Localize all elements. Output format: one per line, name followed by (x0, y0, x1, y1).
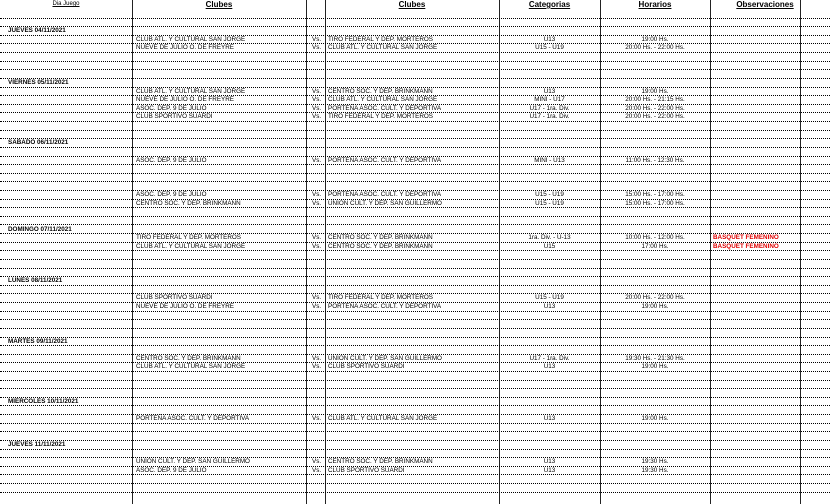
away-club: CENTRO SOC. Y DEP. BRINKMANN (328, 234, 433, 242)
schedule-time: 19:00 Hs. (641, 35, 669, 43)
category: MINI - U17 (534, 96, 565, 104)
home-club: NUEVE DE JULIO O. DE FREYRE (136, 44, 234, 52)
away-club: TIRO FEDERAL Y DEP. MORTEROS (328, 294, 433, 302)
table-row (0, 467, 830, 476)
away-club: TIRO FEDERAL Y DEP. MORTEROS (328, 35, 433, 43)
away-club: CLUB SPORTIVO SUARDI (328, 466, 405, 474)
day-header-row (0, 398, 830, 407)
table-row (0, 484, 830, 493)
day-label: JUEVES 04/11/2021 (8, 27, 66, 35)
table-row (0, 415, 830, 424)
category: MINI - U13 (534, 156, 565, 164)
table-row (0, 320, 830, 329)
table-row (0, 96, 830, 105)
home-club: CENTRO SOC. Y DEP. BRINKMANN (136, 199, 241, 207)
table-row (0, 286, 830, 295)
away-club: CENTRO SOC. Y DEP. BRINKMANN (328, 458, 433, 466)
away-club: TIRO FEDERAL Y DEP. MORTEROS (328, 113, 433, 121)
away-club: PORTEÑA ASOC. CULT. Y DEPORTIVA (328, 104, 442, 112)
versus-label: Vs. (312, 87, 322, 95)
table-row (0, 389, 830, 398)
day-label: LUNES 08/11/2021 (8, 277, 63, 285)
category: U17 - 1ra. Div. (529, 354, 570, 362)
category: U17 - 1ra. Div. (529, 104, 570, 112)
table-row (0, 312, 830, 321)
schedule-time: 10:00 Hs. - 12:00 Hs. (625, 234, 685, 242)
schedule-time: 20:00 Hs. - 21:15 Hs. (625, 96, 685, 104)
home-club: CLUB SPORTIVO SUARDI (136, 113, 213, 121)
schedule-time: 20:00 Hs. - 22:00 Hs. (625, 294, 685, 302)
day-label: JUEVES 11/11/2021 (8, 441, 66, 448)
home-club: CLUB ATL. Y CULTURAL SAN JORGE (136, 35, 246, 43)
day-label: MARTES 09/11/2021 (8, 337, 68, 345)
day-header-row (0, 226, 830, 235)
day-header-row (0, 441, 830, 450)
category: U15 - U19 (535, 294, 564, 302)
table-row (0, 372, 830, 381)
table-row (0, 381, 830, 390)
home-club: UNION CULT. Y DEP. SAN GUILLERMO (136, 458, 250, 466)
table-row (0, 182, 830, 191)
schedule-time: 20:00 Hs. - 22:00 Hs. (625, 44, 685, 52)
day-header-row (0, 338, 830, 347)
header-horarios: Horarios (638, 0, 672, 9)
table-row (0, 294, 830, 303)
header-dia-juego: Dia Juego (52, 1, 80, 7)
versus-label: Vs. (312, 242, 322, 250)
schedule-time: 20:00 Hs. - 22:00 Hs. (625, 104, 685, 112)
table-row (0, 70, 830, 79)
day-label: VIERNES 05/11/2021 (8, 78, 69, 86)
table-row (0, 53, 830, 62)
category: U13 (543, 466, 556, 474)
table-row (0, 105, 830, 114)
schedule-time: 19:00 Hs. (641, 415, 669, 423)
schedule-time: 19:30 Hs. (641, 458, 669, 466)
home-club: PORTEÑA ASOC. CULT. Y DEPORTIVA (136, 415, 250, 423)
category: U15 - U19 (535, 44, 564, 52)
day-label: MIERCOLES 10/11/2021 (8, 397, 79, 405)
home-club: ASOC. DEP. 9 DE JULIO (136, 156, 207, 164)
versus-label: Vs. (312, 234, 322, 242)
table-row (0, 363, 830, 372)
header-categorias: Categorias (528, 0, 571, 9)
day-label: SABADO 06/11/2021 (8, 139, 69, 147)
table-row (0, 157, 830, 166)
header-clubes-local: Clubes (205, 0, 233, 9)
away-club: PORTEÑA ASOC. CULT. Y DEPORTIVA (328, 303, 442, 311)
day-header-row (0, 27, 830, 36)
schedule-time: 15:00 Hs. - 17:00 Hs. (625, 191, 685, 199)
observation: BASQUET FEMENINO (713, 242, 779, 250)
table-row (0, 44, 830, 53)
table-row (0, 424, 830, 433)
away-club: CLUB SPORTIVO SUARDI (328, 363, 405, 371)
versus-label: Vs. (312, 466, 322, 474)
table-row (0, 251, 830, 260)
table-row (0, 407, 830, 416)
schedule-time: 15:00 Hs. - 17:00 Hs. (625, 199, 685, 207)
versus-label: Vs. (312, 415, 322, 423)
home-club: ASOC. DEP. 9 DE JULIO (136, 191, 207, 199)
table-row (0, 450, 830, 459)
table-row (0, 329, 830, 338)
home-club: NUEVE DE JULIO O. DE FREYRE (136, 303, 234, 311)
away-club: PORTEÑA ASOC. CULT. Y DEPORTIVA (328, 191, 442, 199)
table-row (0, 243, 830, 252)
table-row (0, 174, 830, 183)
home-club: CENTRO SOC. Y DEP. BRINKMANN (136, 354, 241, 362)
schedule-time: 19:00 Hs. (641, 303, 669, 311)
versus-label: Vs. (312, 156, 322, 164)
table-row (0, 62, 830, 71)
observation: BASQUET FEMENINO (713, 234, 779, 242)
table-row (0, 36, 830, 45)
table-row (0, 269, 830, 278)
versus-label: Vs. (312, 44, 322, 52)
home-club: CLUB SPORTIVO SUARDI (136, 294, 213, 302)
table-row (0, 113, 830, 122)
table-row (0, 260, 830, 269)
away-club: UNION CULT. Y DEP. SAN GUILLERMO (328, 354, 442, 362)
table-row (0, 432, 830, 441)
table-row (0, 346, 830, 355)
table-row (0, 165, 830, 174)
table-row (0, 88, 830, 97)
home-club: CLUB ATL. Y CULTURAL SAN JORGE (136, 87, 246, 95)
table-row (0, 217, 830, 226)
table-row (0, 10, 830, 19)
home-club: TIRO FEDERAL Y DEP. MORTEROS (136, 234, 241, 242)
table-row (0, 208, 830, 217)
home-club: NUEVE DE JULIO O. DE FREYRE (136, 96, 234, 104)
versus-label: Vs. (312, 354, 322, 362)
versus-label: Vs. (312, 294, 322, 302)
schedule-time: 19:00 Hs. (641, 363, 669, 371)
category: U13 (543, 87, 556, 95)
table-row (0, 355, 830, 364)
versus-label: Vs. (312, 303, 322, 311)
day-header-row (0, 277, 830, 286)
table-row (0, 148, 830, 157)
schedule-time: 20:00 Hs. - 22:00 Hs. (625, 113, 685, 121)
versus-label: Vs. (312, 363, 322, 371)
versus-label: Vs. (312, 458, 322, 466)
home-club: ASOC. DEP. 9 DE JULIO (136, 466, 207, 474)
table-row (0, 458, 830, 467)
category: U15 - U19 (535, 199, 564, 207)
header-clubes-visitante: Clubes (398, 0, 426, 9)
away-club: PORTEÑA ASOC. CULT. Y DEPORTIVA (328, 156, 442, 164)
away-club: CLUB ATL. Y CULTURAL SAN JORGE (328, 44, 438, 52)
away-club: CENTRO SOC. Y DEP. BRINKMANN (328, 242, 433, 250)
versus-label: Vs. (312, 191, 322, 199)
category: U17 - 1ra. Div. (529, 113, 570, 121)
category: U13 (543, 415, 556, 423)
away-club: UNION CULT. Y DEP. SAN GUILLERMO (328, 199, 442, 207)
category: U15 (543, 242, 556, 250)
table-row (0, 19, 830, 28)
day-header-row (0, 79, 830, 88)
table-row (0, 234, 830, 243)
home-club: CLUB ATL. Y CULTURAL SAN JORGE (136, 242, 246, 250)
category: U13 (543, 363, 556, 371)
table-row (0, 475, 830, 484)
day-label: DOMINGO 07/11/2021 (8, 225, 72, 233)
header-observaciones: Observaciones (736, 0, 794, 9)
category: 1ra. Div. - U-13 (528, 234, 571, 242)
versus-label: Vs. (312, 113, 322, 121)
day-header-row (0, 139, 830, 148)
table-row (0, 200, 830, 209)
table-row (0, 131, 830, 140)
home-club: ASOC. DEP. 9 DE JULIO (136, 104, 207, 112)
category: U13 (543, 458, 556, 466)
schedule-time: 17:00 Hs. (641, 242, 669, 250)
category: U13 (543, 303, 556, 311)
away-club: CENTRO SOC. Y DEP. BRINKMANN (328, 87, 433, 95)
home-club: CLUB ATL. Y CULTURAL SAN JORGE (136, 363, 246, 371)
table-row (0, 303, 830, 312)
away-club: CLUB ATL. Y CULTURAL SAN JORGE (328, 415, 438, 423)
versus-label: Vs. (312, 199, 322, 207)
schedule-time: 19:00 Hs. (641, 87, 669, 95)
table-row (0, 122, 830, 131)
category: U15 - U19 (535, 191, 564, 199)
versus-label: Vs. (312, 104, 322, 112)
versus-label: Vs. (312, 96, 322, 104)
schedule-time: 11:00 Hs. - 12:30 Hs. (625, 156, 685, 164)
category: U13 (543, 35, 556, 43)
schedule-time: 19:30 Hs. (641, 466, 669, 474)
schedule-time: 19:30 Hs. - 21:30 Hs. (625, 354, 685, 362)
table-row (0, 191, 830, 200)
versus-label: Vs. (312, 35, 322, 43)
away-club: CLUB ATL. Y CULTURAL SAN JORGE (328, 96, 438, 104)
